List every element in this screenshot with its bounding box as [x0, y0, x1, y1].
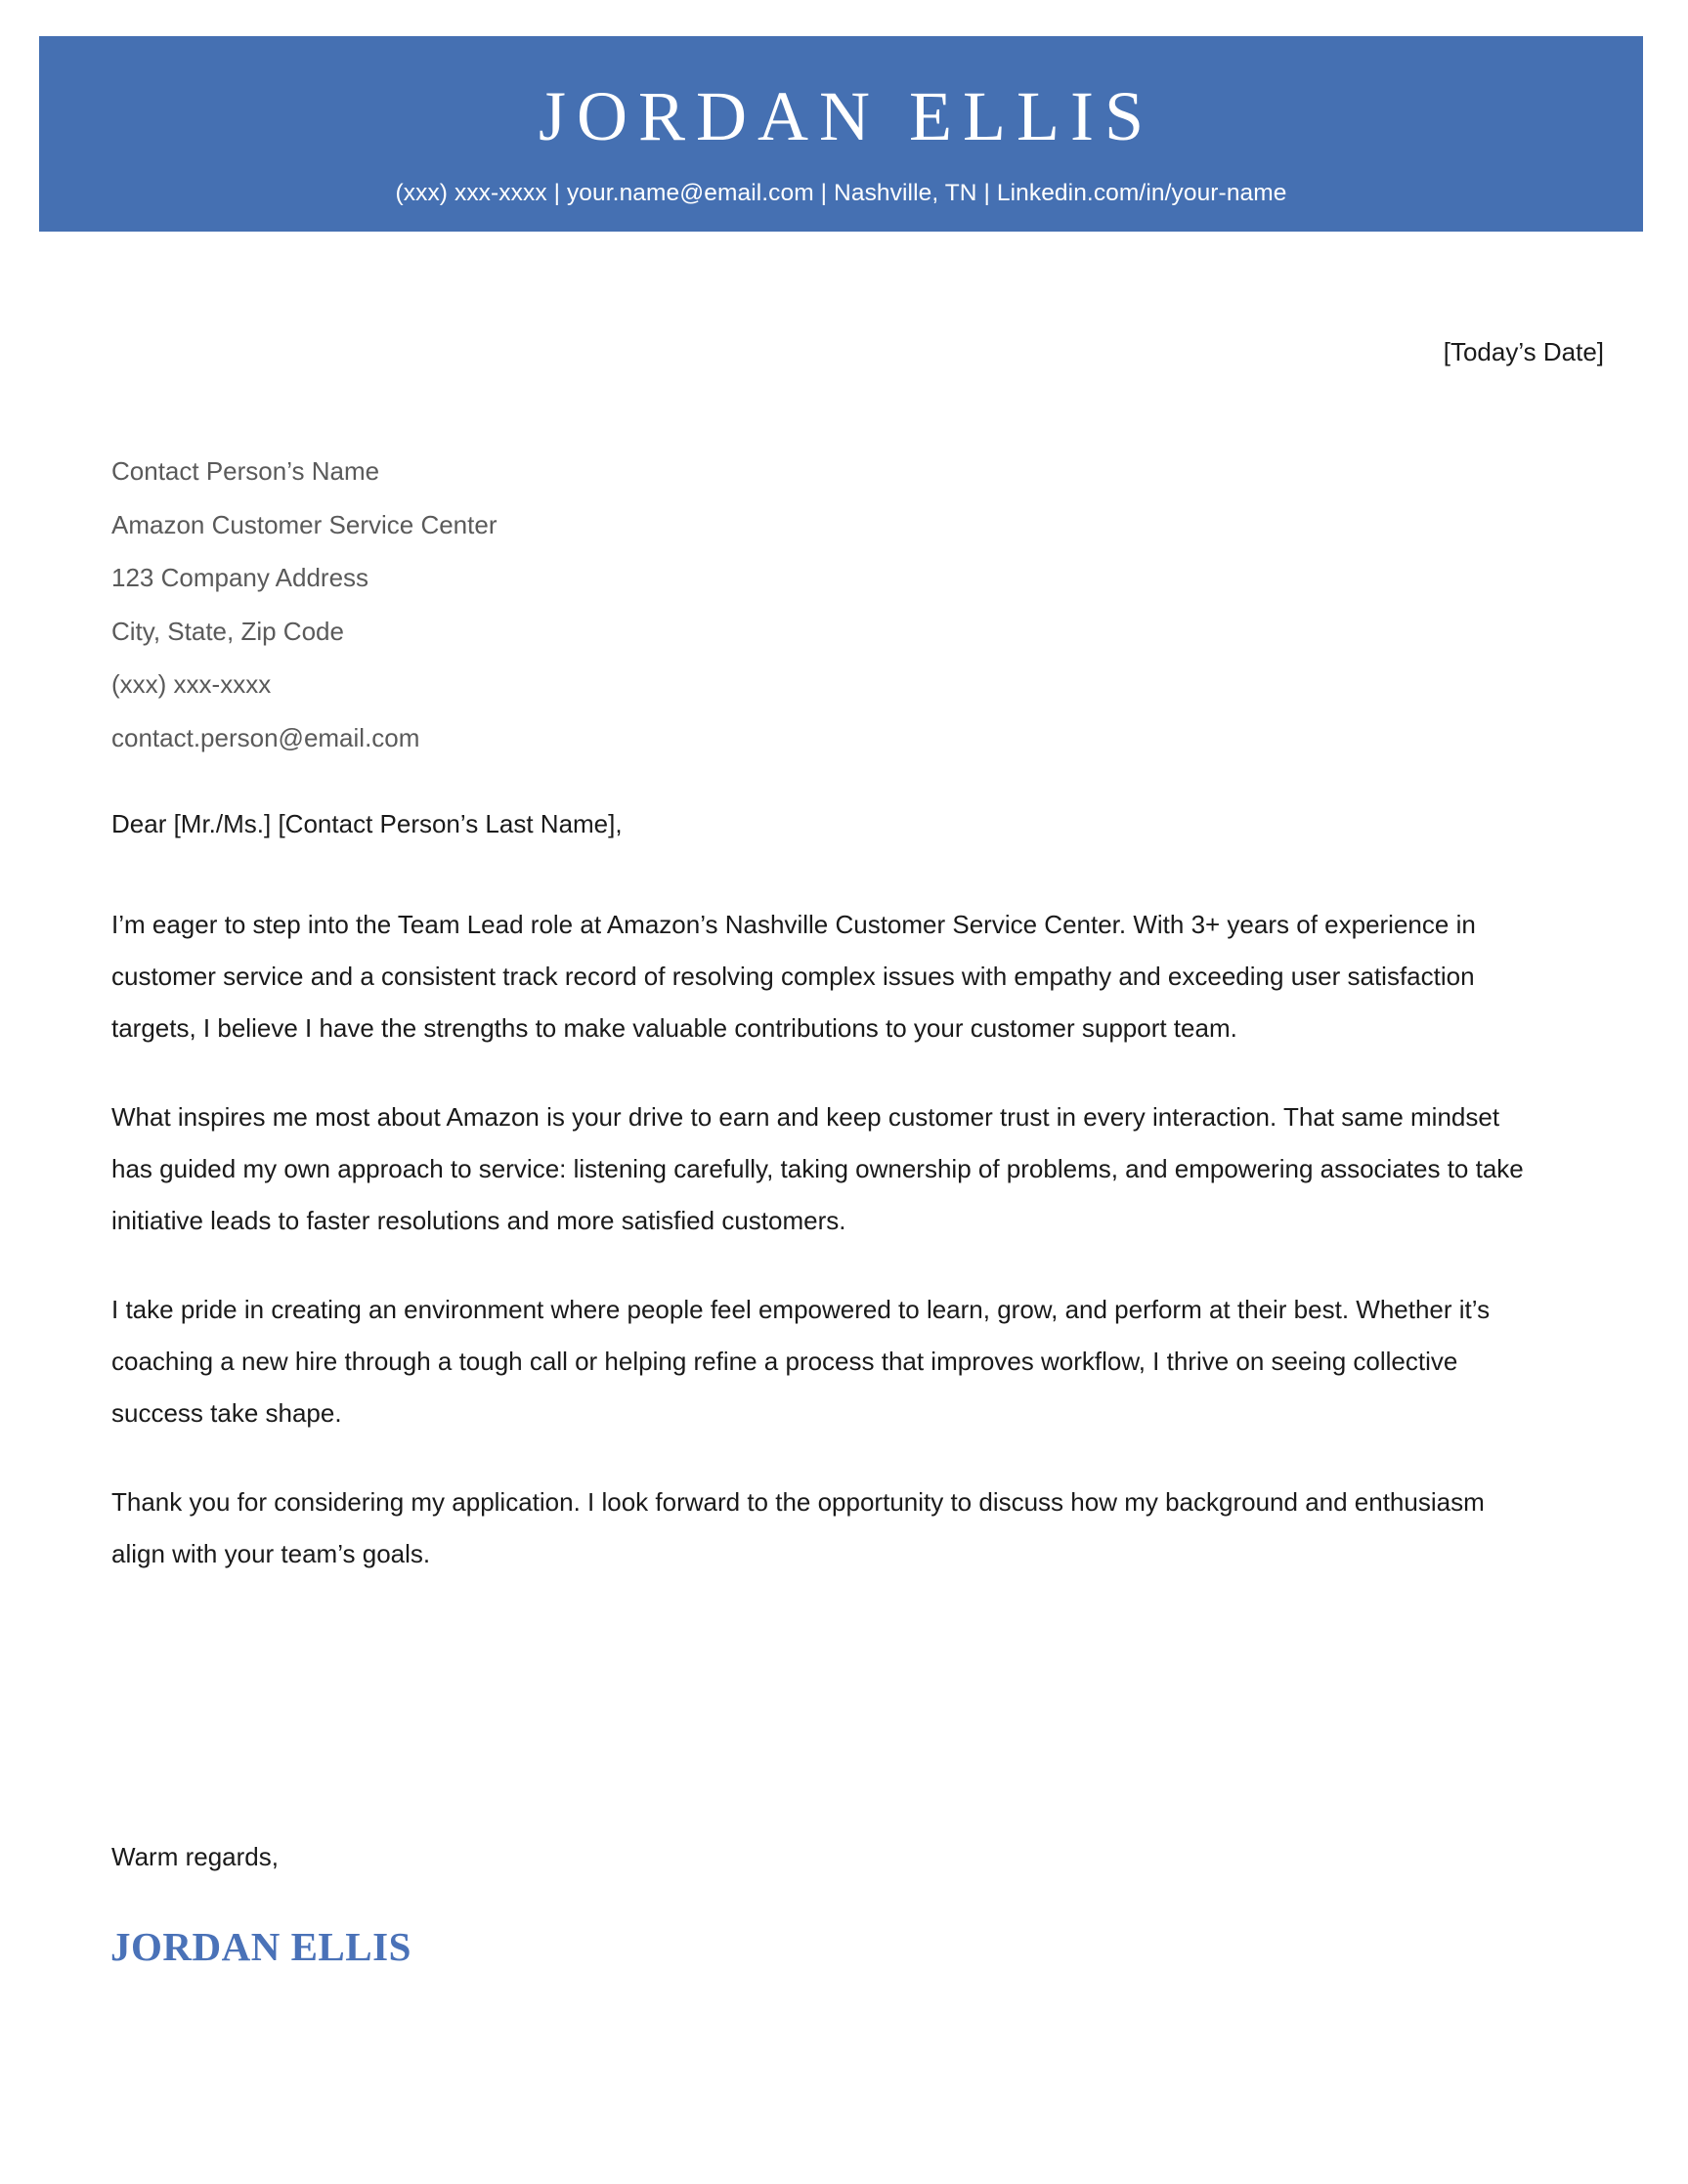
body-paragraph-1: I’m eager to step into the Team Lead role at Amazon’s Nashville Customer Service Center. With 3+ years of experience in customer service and a consistent track record of resolving complex issues with empathy and exceeding user satisfaction targets, I believe I have the strengths to make valuable contributions to your customer support team. [111, 910, 1476, 1043]
recipient-line-company: Amazon Customer Service Center [111, 509, 498, 539]
recipient-line-street: 123 Company Address [111, 563, 369, 592]
salutation-line: Dear [Mr./Ms.] [Contact Person’s Last Name], [111, 809, 623, 838]
body-paragraph-4: Thank you for considering my application. I look forward to the opportunity to discuss how my background and enthusiasm align with your team’s goals. [111, 1487, 1485, 1568]
recipient-line-phone: (xxx) xxx-xxxx [111, 669, 272, 699]
applicant-contact-line: (xxx) xxx-xxxx | your.name@email.com | Nashville, TN | Linkedin.com/in/your-name [395, 180, 1287, 206]
recipient-address-block [111, 445, 1089, 764]
signature-name: JORDAN ELLIS [110, 1924, 411, 1969]
letterhead-banner [39, 36, 1643, 232]
recipient-line-name: Contact Person’s Name [111, 456, 380, 486]
letter-body [111, 899, 1543, 1580]
closing-line: Warm regards, [111, 1842, 279, 1871]
letter-date [0, 335, 1604, 369]
letter-date-text: [Today’s Date] [1443, 337, 1604, 366]
recipient-line-email: contact.person@email.com [111, 722, 420, 752]
recipient-line-city: City, State, Zip Code [111, 616, 344, 646]
applicant-name-heading: JORDAN ELLIS [539, 77, 1154, 155]
body-paragraph-2: What inspires me most about Amazon is your drive to earn and keep customer trust in every interaction. That same mindset has guided my own approach to service: listening carefully, taking ownership of problems, and empowering associates to take initiative leads to faster resolutions and more satisfied customers. [111, 1102, 1524, 1235]
body-paragraph-3: I take pride in creating an environment where people feel empowered to learn, grow, and perform at their best. Whether it’s coaching a new hire through a tough call or helping refine a process that improves workflow, I thrive on seeing collective success take shape. [111, 1295, 1491, 1428]
